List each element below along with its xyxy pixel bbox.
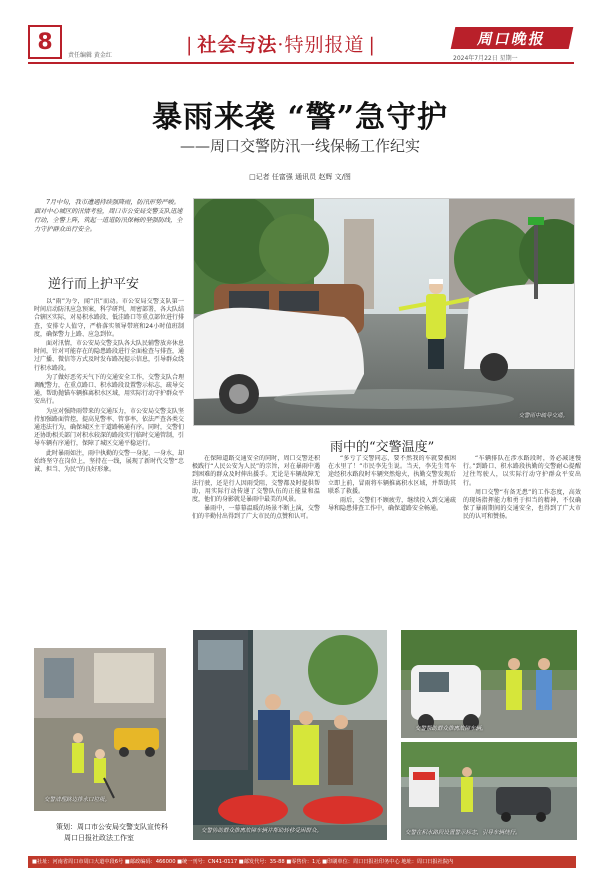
text-column-3 <box>328 455 456 615</box>
paragraph: 此时暴雨如注，雨中执勤的交警一身泥、一身水，却始终坚守在岗位上，坚持在一线，展现了新时代交警“忠诚、担当、为民”的良好形象。 <box>34 449 184 474</box>
paragraph: 周口交警“有备无患”的工作态度，高效的现场指挥能力和勇于担当的精神，不仅确保了暴雨期间的交通安全，也得到了广大市民的认可和赞扬。 <box>463 488 581 521</box>
paragraph: 暴雨中，一幕幕温暖的场景不断上演，交警们的辛勤付出得到了广大市民的点赞和认可。 <box>192 505 320 521</box>
text-column-4 <box>463 455 581 615</box>
editor-credit: 责任编辑 黄金红 <box>68 52 112 59</box>
paragraph: 为应对强降雨带来的交通压力，市公安局交警支队坚持加强路面管控，提高见警率、管事率，依法严查各类交通违法行为，确保城区主干道路畅通有序。同时，交警们还协助相关部门对积水较深的路段实行临时交通管制，引导车辆有序通行，保障了城区交通平稳运行。 <box>34 407 184 448</box>
bottom-left-photo-image <box>34 648 166 811</box>
article-lead: 7月中旬，我市遭遇持续强降雨，防汛形势严峻。面对中心城区的汛情考验，周口市公安局交警支队迅速行动，全警上阵，筑起一道道防汛保畅的坚强防线，全力守护群众出行安全。 <box>34 199 183 233</box>
section-heading-1: 逆行而上护平安 <box>48 277 140 292</box>
page-number: 8 <box>28 25 62 59</box>
text-column-1 <box>34 298 184 643</box>
newspaper-logo: 周口晚报 <box>451 27 574 49</box>
main-photo-image <box>194 199 575 426</box>
bottom-middle-photo-caption: 交警协助群众推离故障车辆并帮助转移受困群众。 <box>201 828 323 834</box>
bottom-right-photo-2 <box>401 742 577 840</box>
main-photo-caption: 交警雨中疏导交通。 <box>518 413 568 419</box>
paragraph: 在保障道路交通安全的同时，周口交警还积极践行“人民公安为人民”的宗旨，对在暴雨中遇到困难的群众及时伸出援手。无论是车辆故障无法行驶，还是行人因雨受阻，交警都及时提供帮助，用实际行动传递了交警队伍的正能量和温度，他们的身影就是暴雨中最美的风景。 <box>192 455 320 504</box>
article-byline: □记者 任富强 通讯员 赵辉 文/图 <box>249 173 351 181</box>
paragraph: “多亏了交警同志，要不然我的车就要被困在水里了！”市民李先生说。当天，李先生驾车途经积水路段时车辆突然熄火，执勤交警发现后立即上前，冒雨将车辆推离积水区域，并帮助其联系了救援。 <box>328 455 456 495</box>
paragraph: 面对汛情，市公安局交警支队各大队民辅警放弃休息时间，针对可能存在的隐患路段进行全面检查与排查，通过广播、微信等方式及时发布路况提示信息，引导群众绕行积水路段。 <box>34 340 184 372</box>
bottom-middle-photo-image <box>193 630 387 840</box>
bottom-left-photo-caption: 交警清理路边排水口垃圾。 <box>44 797 111 803</box>
credit-line-2: 周口日报社政法工作室 <box>64 834 134 842</box>
planning-credit <box>56 822 168 844</box>
section-heading-2: 雨中的“交警温度” <box>330 440 435 455</box>
bottom-right-photo-1-image <box>401 630 577 738</box>
bottom-right-photo-2-caption: 交警在积水路段设置警示标志，引导车辆绕行。 <box>405 830 521 836</box>
header-rule <box>28 62 574 64</box>
bottom-right-photo-1-caption: 交警帮助群众推离故障车辆。 <box>415 726 487 732</box>
paragraph: 雨后，交警们不顾疲劳，继续投入到交通疏导和隐患排查工作中，确保道路安全畅通。 <box>328 497 456 513</box>
main-photo <box>193 198 575 426</box>
paragraph: 为了做好恶劣天气下的交通安全工作，交警支队合理调配警力，在重点路口、积水路段设置警示标志，疏导交通，帮助抛锚车辆推离积水区域，用实际行动守护群众平安出行。 <box>34 373 184 406</box>
issue-date: 2024年7月22日 星期一 <box>453 55 518 62</box>
section-title-sub: 特别报道 <box>284 34 365 56</box>
footer-bar: ■社址：河南省周口市周口大道中段6号 ■邮政编码：466000 ■统一刊号：CN41-0117 ■邮发代号：35-88 ■零售价：1元 ■印刷单位：周口日报社印务中心 地址：周口日报社院内 <box>28 856 576 868</box>
credit-line-1: 策划：周口市公安局交警支队宣传科 <box>56 823 168 831</box>
bottom-right-photo-1 <box>401 630 577 738</box>
article-title: 暴雨来袭 “警”急守护 <box>152 100 448 135</box>
paragraph: 以“雨”为令，闻“汛”而动。市公安局交警支队第一时间启动防汛应急预案，科学研判，周密部署，各大队结合辖区实际，对易积水路段、低洼路口等重点部位进行排查，安排专人值守，严格落实领导带班和24小时值班制度，确保警力上路、应急到位。 <box>34 298 184 338</box>
article-subtitle: ——周口交警防汛一线保畅工作纪实 <box>179 137 420 155</box>
paragraph: “车辆排队在涉水路段时，务必减速慢行。”到路口、积水路段执勤的交警耐心提醒过往驾驶人，以实际行动守护群众平安出行。 <box>463 455 581 487</box>
section-title-main: 社会与法 <box>197 34 278 56</box>
text-column-2 <box>192 455 320 615</box>
bottom-left-photo <box>34 648 166 811</box>
section-title: | 社会与法·特别报道 | <box>186 34 376 56</box>
bottom-right-photo-2-image <box>401 742 577 840</box>
bottom-middle-photo <box>193 630 387 840</box>
